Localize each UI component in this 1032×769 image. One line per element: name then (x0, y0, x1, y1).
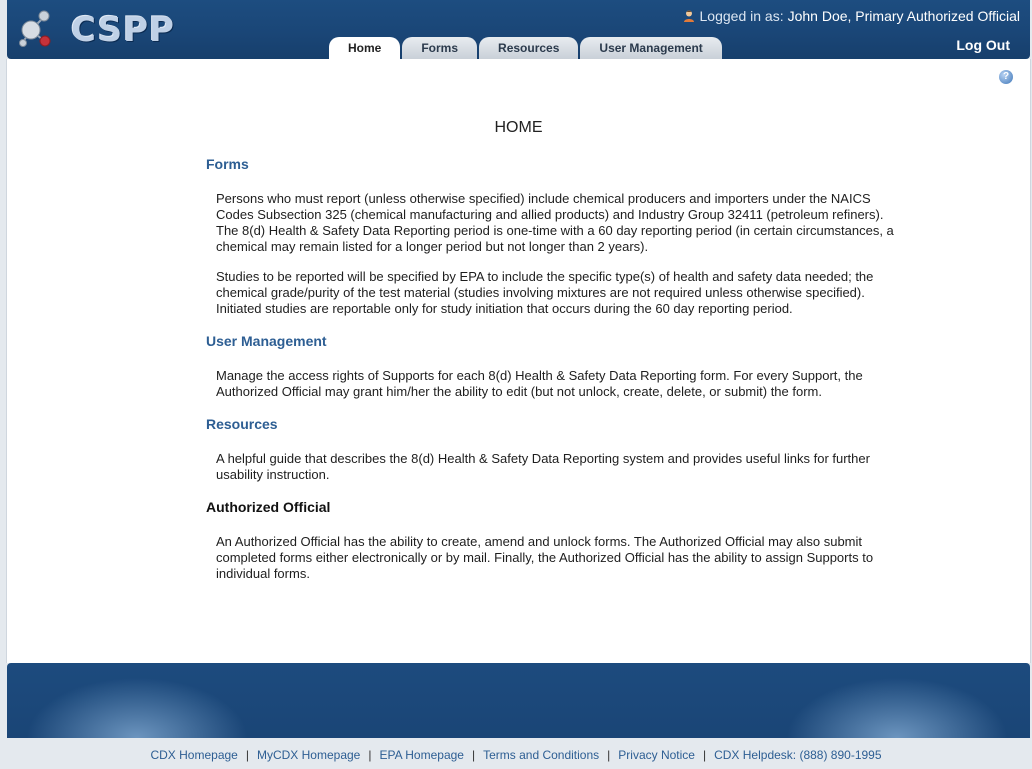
tab-user-management[interactable]: User Management (580, 37, 721, 59)
footer-link-mycdx-homepage[interactable]: MyCDX Homepage (256, 748, 361, 762)
logo-text: CSPP (71, 10, 175, 50)
footer-link-helpdesk[interactable]: CDX Helpdesk: (888) 890-1995 (714, 748, 882, 762)
page-title: HOME (494, 119, 543, 136)
help-icon[interactable]: ? (999, 70, 1013, 84)
footer-separator: | (245, 748, 249, 762)
main-content-panel (6, 59, 1031, 663)
home-content (206, 156, 896, 582)
logged-in-label: Logged in as: (699, 8, 784, 24)
cspp-logo (19, 6, 175, 50)
footer-link-epa-homepage[interactable]: EPA Homepage (379, 748, 464, 762)
molecule-logo-icon (19, 6, 69, 50)
resources-paragraph: A helpful guide that describes the 8(d) Health & Safety Data Reporting system and provides useful links for further usability instruction. (216, 451, 870, 482)
tab-forms[interactable]: Forms (402, 37, 477, 59)
forms-paragraph-2: Studies to be reported will be specified by EPA to include the specific type(s) of health and safety data needed; the chemical grade/purity of the test material (studies involving mixtures are not required unless otherwise specified). Initiated studies are reportable only for study initiation that occurs during the 60 day reporting period. (216, 269, 874, 316)
footer-separator: | (702, 748, 707, 762)
logout-link[interactable]: Log Out (956, 37, 1010, 53)
user-icon (682, 9, 696, 23)
user-management-paragraph: Manage the access rights of Supports for each 8(d) Health & Safety Data Reporting form. For every Support, the Authorized Official may grant him/her the ability to edit (but not unlock, create, delete, or submit) the form. (216, 368, 863, 399)
footer-banner (7, 663, 1030, 738)
resources-heading: Resources (206, 416, 278, 432)
footer-link-cdx-homepage[interactable]: CDX Homepage (150, 748, 238, 762)
footer-link-terms[interactable]: Terms and Conditions (483, 748, 600, 762)
footer-link-privacy[interactable]: Privacy Notice (618, 748, 695, 762)
authorized-official-heading: Authorized Official (206, 499, 331, 515)
app-header (7, 0, 1030, 59)
forms-paragraph-1: Persons who must report (unless otherwise specified) include chemical producers and importers under the NAICS Codes Subsection 325 (chemical manufacturing and allied products) and Industry Group 32411 (petroleum refiners). The 8(d) Health & Safety Data Reporting period is one-time with a 60 day reporting period (in certain circumstances, a chemical may remain listed for a longer period but not longer than 2 years). (216, 191, 894, 254)
tab-resources[interactable]: Resources (479, 37, 578, 59)
login-info (682, 8, 1020, 24)
main-tabs (329, 37, 722, 59)
tab-home[interactable]: Home (329, 37, 400, 59)
footer-separator: | (607, 748, 611, 762)
footer-links (0, 748, 1032, 762)
footer-separator: | (471, 748, 476, 762)
authorized-official-paragraph: An Authorized Official has the ability to create, amend and unlock forms. The Authorized Official may also submit completed forms either electronically or by mail. Finally, the Authorized Official has the ability to assign Supports to individual forms. (216, 534, 874, 581)
forms-heading: Forms (206, 156, 249, 172)
footer-separator: | (368, 748, 372, 762)
user-management-heading: User Management (206, 333, 327, 349)
logged-in-user: John Doe, Primary Authorized Official (787, 8, 1020, 24)
